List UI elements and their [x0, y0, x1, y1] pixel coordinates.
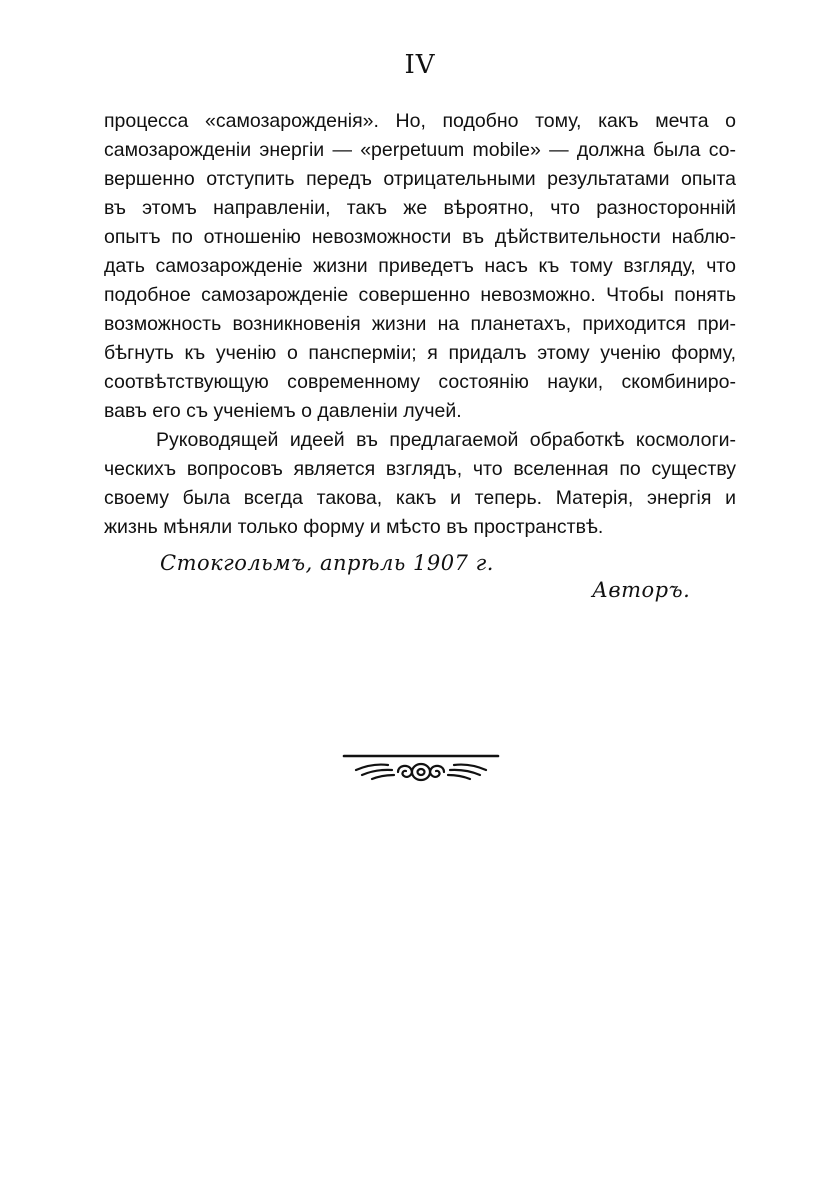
text-line: своему была всегда такова, какъ и теперь. Матерія, энергія и — [104, 487, 736, 509]
author-signature: Авторъ. — [592, 578, 691, 602]
text-line: соотвѣтствующую современному состоянію науки, скомбиниро- — [104, 371, 736, 393]
text-line: Руководящей идеей въ предлагаемой обработкѣ космологи- — [156, 429, 736, 451]
text-line: бѣгнуть къ ученію о панспермiи; я придалъ этому ученію форму, — [104, 342, 736, 364]
text-line: возможность возникновенія жизни на планетахъ, приходится при- — [104, 313, 736, 335]
text-line: вавъ его съ ученіемъ о давленіи лучей. — [104, 400, 462, 422]
text-line: въ этомъ направленіи, такъ же вѣроятно, что разносторонній — [104, 197, 736, 219]
text-line: жизнь мѣняли только форму и мѣсто въ пространствѣ. — [104, 516, 604, 538]
ornamental-scroll-divider-icon — [342, 750, 500, 791]
place-date: Стокгольмъ, апрѣль 1907 г. — [160, 551, 494, 575]
text-line: дать самозарожденіе жизни приведетъ насъ къ тому взгляду, что — [104, 255, 736, 277]
text-line: самозарожденіи энергіи — «perpetuum mobile» — должна была со- — [104, 139, 736, 161]
text-line: процесса «самозарожденія». Но, подобно тому, какъ мечта о — [104, 110, 736, 132]
text-line: опытъ по отношенію невозможности въ дѣйствительности наблю- — [104, 226, 736, 248]
paragraph-1 — [104, 107, 736, 426]
text-line: подобное самозарожденіе совершенно невозможно. Чтобы понять — [104, 284, 736, 306]
body-text — [104, 107, 736, 542]
page-number: IV — [404, 50, 436, 80]
text-line: вершенно отступить передъ отрицательными результатами опыта — [104, 168, 736, 190]
text-line: ческихъ вопросовъ является взглядъ, что вселенная по существу — [104, 458, 736, 480]
paragraph-2 — [104, 426, 736, 542]
